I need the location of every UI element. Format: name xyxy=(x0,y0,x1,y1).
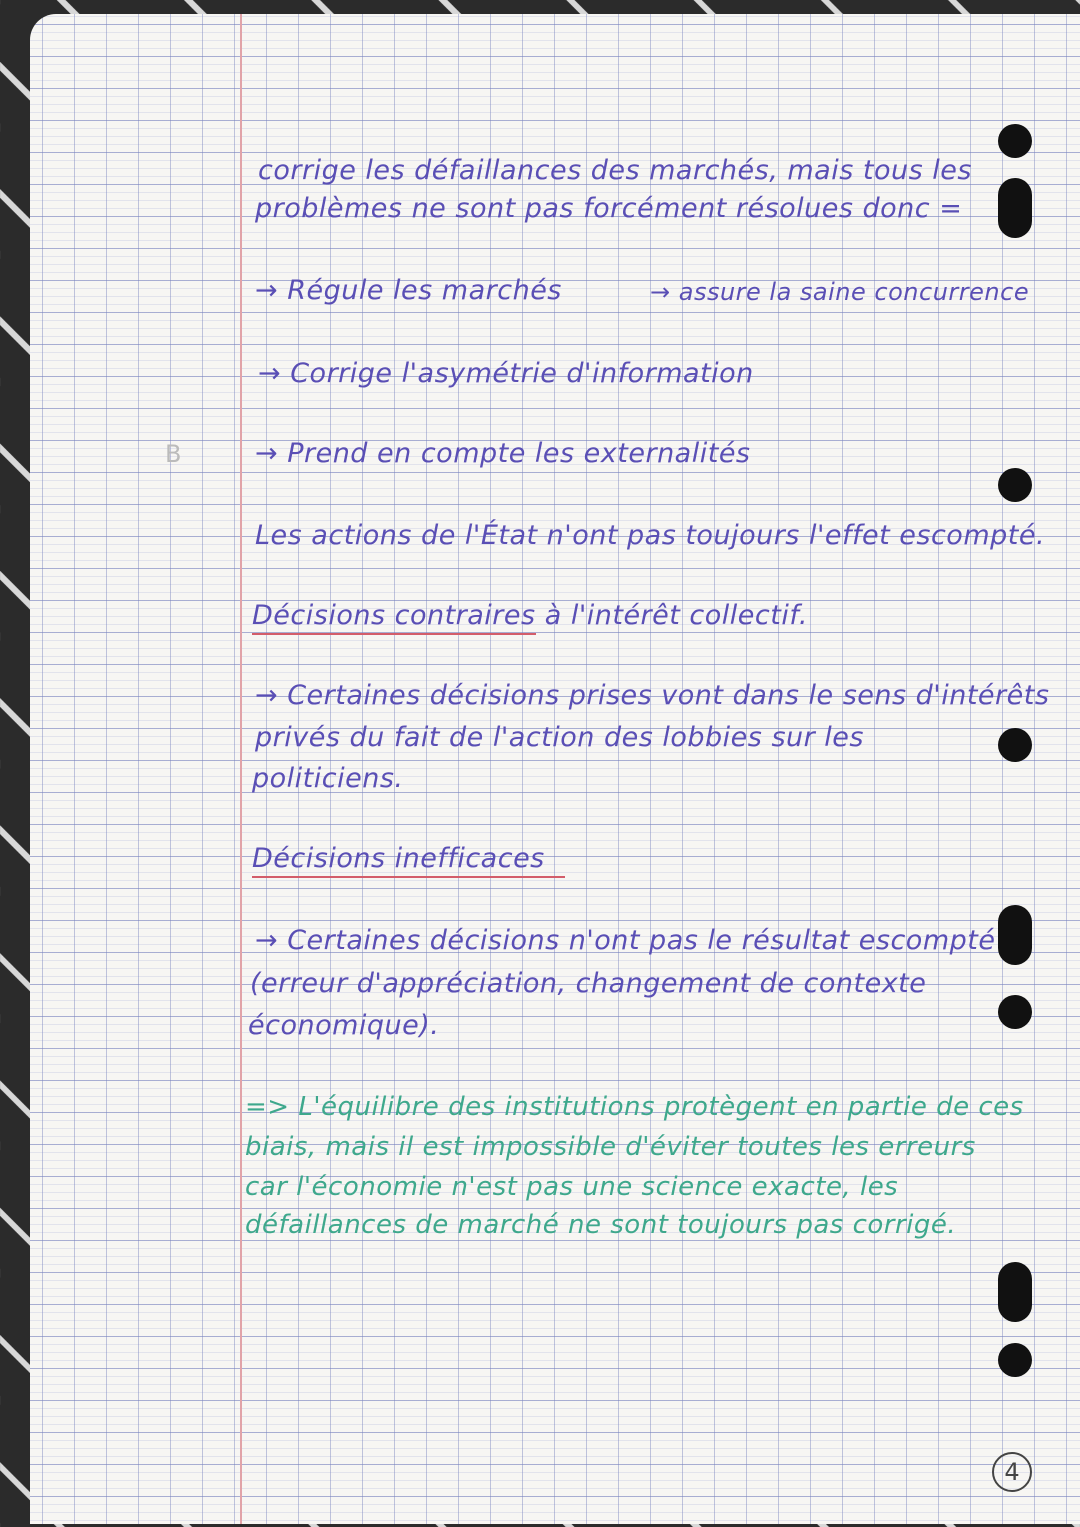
punch-hole xyxy=(998,1343,1032,1377)
conclusion-line: défaillances de marché ne sont toujours pas corrigé. xyxy=(245,1210,957,1240)
bullet: → Certaines décisions prises vont dans le sens d'intérêts xyxy=(255,680,1050,711)
punch-hole xyxy=(998,728,1032,762)
heading-rest: à l'intérêt collectif. xyxy=(544,600,808,631)
conclusion-line: biais, mais il est impossible d'éviter toutes les erreurs xyxy=(245,1132,976,1162)
bullet: → Régule les marchés xyxy=(255,275,562,306)
text-line: politiciens. xyxy=(252,763,404,794)
heading-underlined: Décisions contraires xyxy=(252,600,536,635)
text-line: Les actions de l'État n'ont pas toujours l'effet escompté. xyxy=(255,520,1046,551)
punch-hole xyxy=(998,178,1032,238)
page-number: 4 xyxy=(992,1452,1032,1492)
text-line: problèmes ne sont pas forcément résolues donc = xyxy=(255,193,963,224)
text-line: corrige les défaillances des marchés, mais tous les xyxy=(258,155,972,186)
conclusion-line: => L'équilibre des institutions protègent en partie de ces xyxy=(245,1092,1024,1122)
bullet: → Corrige l'asymétrie d'information xyxy=(258,358,754,389)
margin-line xyxy=(240,14,242,1524)
text-line: (erreur d'appréciation, changement de contexte xyxy=(250,968,927,999)
punch-hole xyxy=(998,124,1032,158)
bullet: → assure la saine concurrence xyxy=(650,278,1030,306)
text-line: économique). xyxy=(248,1010,440,1041)
punch-hole xyxy=(998,905,1032,965)
bullet: → Certaines décisions n'ont pas le résultat escompté xyxy=(255,925,996,956)
heading-2: Décisions inefficaces xyxy=(252,843,565,878)
punch-hole xyxy=(998,468,1032,502)
punch-hole xyxy=(998,995,1032,1029)
bullet: → Prend en compte les externalités xyxy=(255,438,751,469)
conclusion-line: car l'économie n'est pas une science exacte, les xyxy=(245,1172,899,1202)
text-line: privés du fait de l'action des lobbies sur les xyxy=(255,722,864,753)
notebook-page xyxy=(30,14,1080,1524)
punch-hole xyxy=(998,1262,1032,1322)
margin-mark: B xyxy=(165,440,182,468)
heading-1 xyxy=(252,600,808,631)
